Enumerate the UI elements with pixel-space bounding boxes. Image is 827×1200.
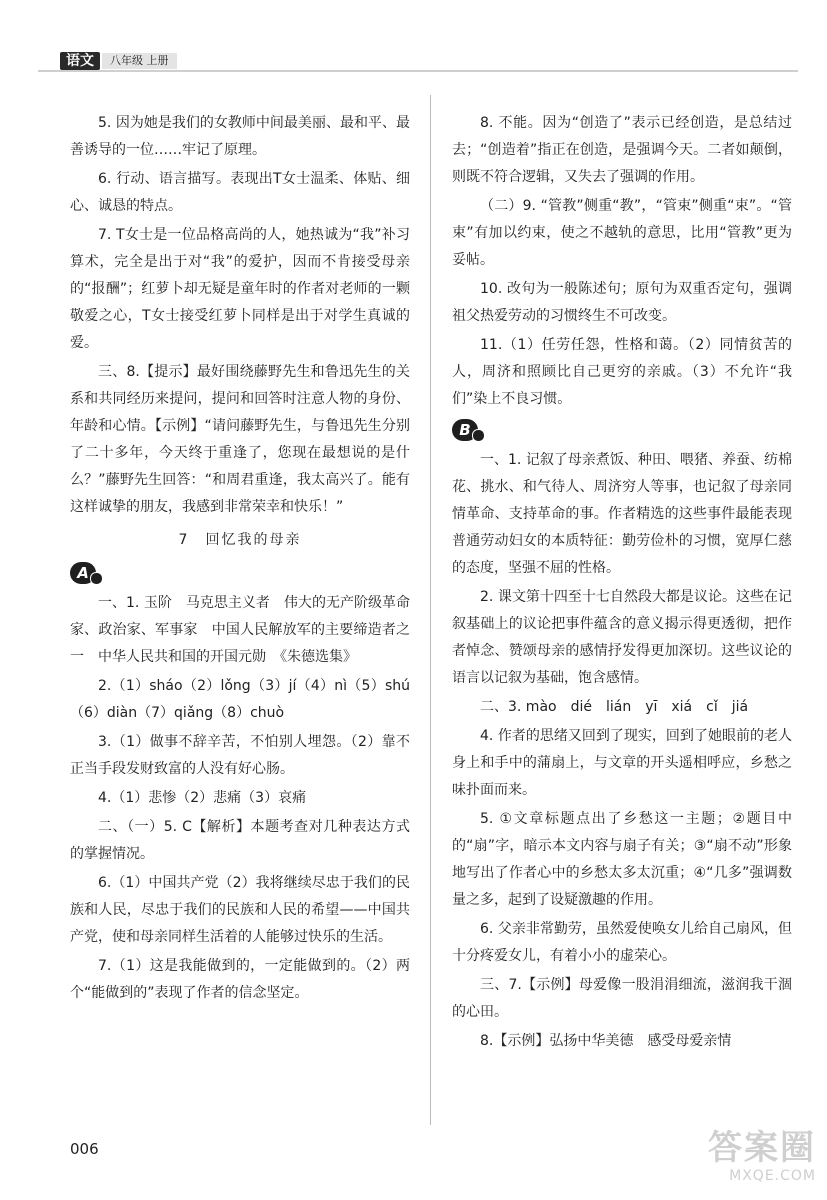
badge-dot-icon bbox=[472, 429, 485, 442]
answer-paragraph: 6.（1）中国共产党（2）我将继续尽忠于我们的民族和人民，尽忠于我们的民族和人民的希望——中国共产党，使和母亲同样生活着的人能够过快乐的生活。 bbox=[70, 875, 410, 945]
header-subject: 语文 bbox=[60, 52, 100, 70]
answer-paragraph: 8. 不能。因为“创造了”表示已经创造，是总结过去；“创造着”指正在创造，是强调今天。二者如颠倒，则既不符合逻辑，又失去了强调的作用。 bbox=[452, 115, 792, 185]
header-grade: 八年级 上册 bbox=[102, 53, 177, 69]
level-b-badge-icon bbox=[452, 419, 478, 441]
right-column bbox=[452, 110, 792, 1057]
answer-paragraph: 一、1. 记叙了母亲煮饭、种田、喂猪、养蚕、纺棉花、挑水、和气待人、周济穷人等事，也记叙了母亲同情革命、支持革命的事。作者精选的这些事件最能表现普通劳动妇女的本质特征：勤劳俭朴的习惯，宽厚仁慈的态度，坚强不屈的性格。 bbox=[452, 452, 792, 576]
badge-letter: A bbox=[77, 563, 89, 582]
left-column bbox=[70, 110, 410, 1009]
page-number: 006 bbox=[70, 1140, 99, 1158]
watermark-logo bbox=[676, 1128, 816, 1192]
answer-paragraph: 4.（1）悲惨（2）悲痛（3）哀痛 bbox=[98, 790, 307, 806]
answer-paragraph: （二）9. “管教”侧重“教”，“管束”侧重“束”。“管束”有加以约束，使之不越轨的意思，比用“管教”更为妥帖。 bbox=[452, 198, 792, 268]
section-title: 7 回忆我的母亲 bbox=[178, 532, 302, 548]
page-header bbox=[38, 50, 798, 74]
watermark-text: 答案圈 bbox=[708, 1128, 816, 1168]
answer-paragraph: 2. 课文第十四至十七自然段大都是议论。这些在记叙基础上的议论把事件蕴含的意义揭示得更透彻，把作者悼念、赞颂母亲的感情抒发得更加深切。这些议论的语言以记叙为基础，饱含感情。 bbox=[452, 589, 792, 686]
badge-letter: B bbox=[459, 420, 471, 439]
answer-paragraph: 二、3. mào dié lián yī xiá cǐ jiá bbox=[480, 699, 749, 715]
answer-paragraph: 三、7.【示例】母爱像一股涓涓细流，滋润我干涸的心田。 bbox=[452, 977, 792, 1020]
answer-paragraph: 5. ①文章标题点出了乡愁这一主题；②题目中的“扇”字，暗示本文内容与扇子有关；③“扇不动”形象地写出了作者心中的乡愁太多太沉重；④“几多”强调数量之多，起到了设疑激趣的作用。 bbox=[452, 811, 792, 908]
header-label bbox=[60, 52, 177, 70]
answer-paragraph: 7.（1）这是我能做到的，一定能做到的。（2）两个“能做到的”表现了作者的信念坚定。 bbox=[70, 958, 410, 1001]
answer-paragraph: 11.（1）任劳任怨，性格和蔼。（2）同情贫苦的人，周济和照顾比自己更穷的亲戚。（3）不允许“我们”染上不良习惯。 bbox=[452, 337, 792, 407]
column-divider bbox=[430, 95, 431, 1125]
answer-paragraph: 8.【示例】弘扬中华美德 感受母爱亲情 bbox=[480, 1033, 732, 1049]
answer-paragraph: 4. 作者的思绪又回到了现实，回到了她眼前的老人身上和手中的蒲扇上，与文章的开头遥相呼应，乡愁之味扑面而来。 bbox=[452, 728, 792, 798]
answer-paragraph: 2.（1）sháo（2）lǒng（3）jí（4）nì（5）shú（6）diàn（7）qiǎng（8）chuò bbox=[70, 678, 410, 721]
level-a-badge-icon bbox=[70, 562, 96, 584]
answer-paragraph: 一、1. 玉阶 马克思主义者 伟大的无产阶级革命家、政治家、军事家 中国人民解放军的主要缔造者之一 中华人民共和国的开国元勋 《朱德选集》 bbox=[70, 595, 410, 665]
answer-paragraph: 7. T女士是一位品格高尚的人，她热诚为“我”补习算术，完全是出于对“我”的爱护，因而不肯接受母亲的“报酬”；红萝卜却无疑是童年时的作者对老师的一颗敬爱之心，T女士接受红萝卜同样是出于对学生真诚的爱。 bbox=[70, 227, 410, 351]
header-rule bbox=[38, 70, 798, 72]
answer-paragraph: 10. 改句为一般陈述句；原句为双重否定句，强调祖父热爱劳动的习惯终生不可改变。 bbox=[452, 281, 792, 324]
answer-paragraph: 三、8.【提示】最好围绕藤野先生和鲁迅先生的关系和共同经历来提问，提问和回答时注意人物的身份、年龄和心情。【示例】“请问藤野先生，与鲁迅先生分别了二十多年，今天终于重逢了，您现在最想说的是什么？”藤野先生回答：“和周君重逢，我太高兴了。能有这样诚挚的朋友，我感到非常荣幸和快乐！” bbox=[70, 364, 410, 515]
answer-paragraph: 5. 因为她是我们的女教师中间最美丽、最和平、最善诱导的一位……牢记了原理。 bbox=[70, 115, 410, 158]
watermark-url: MXQE.COM bbox=[729, 1168, 816, 1184]
answer-paragraph: 6. 父亲非常勤劳，虽然爱使唤女儿给自己扇风，但十分疼爱女儿，有着小小的虚荣心。 bbox=[452, 921, 792, 964]
answer-paragraph: 3.（1）做事不辞辛苦，不怕别人埋怨。（2）靠不正当手段发财致富的人没有好心肠。 bbox=[70, 734, 410, 777]
answer-paragraph: 二、（一）5. C【解析】本题考查对几种表达方式的掌握情况。 bbox=[70, 819, 410, 862]
badge-dot-icon bbox=[90, 572, 103, 585]
answer-paragraph: 6. 行动、语言描写。表现出T女士温柔、体贴、细心、诚恳的特点。 bbox=[70, 171, 410, 214]
